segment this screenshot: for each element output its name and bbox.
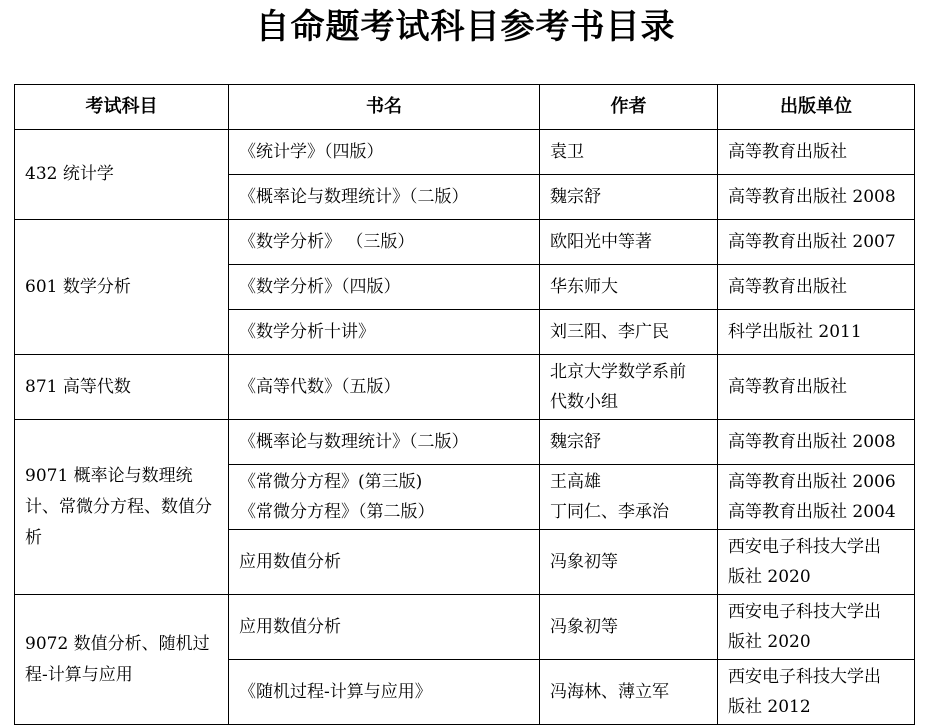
book-cell: 《数学分析》（四版） [229,265,540,310]
author-cell: 袁卫 [540,130,718,175]
publisher-cell: 科学出版社 2011 [718,310,915,355]
subject-cell: 601 数学分析 [15,220,229,355]
author-cell: 华东师大 [540,265,718,310]
publisher-cell [718,530,915,595]
publisher-cell: 高等教育出版社 2008 [718,175,915,220]
publisher-line: 版社 2020 [728,567,811,587]
publisher-cell: 高等教育出版社 [718,265,915,310]
table-header-row [15,85,915,130]
author-cell: 欧阳光中等著 [540,220,718,265]
author-cell: 冯海林、薄立军 [540,660,718,725]
publisher-line: 西安电子科技大学出 [728,537,881,557]
table-row [15,420,915,465]
book-cell: 《数学分析十讲》 [229,310,540,355]
publisher-line: 高等教育出版社 2006 [728,472,896,492]
publisher-cell: 高等教育出版社 [718,355,915,420]
table-row [15,130,915,175]
author-cell [540,355,718,420]
author-cell: 冯象初等 [540,595,718,660]
book-cell: 《概率论与数理统计》（二版） [229,420,540,465]
publisher-line: 西安电子科技大学出 [728,667,881,687]
publisher-cell: 高等教育出版社 2008 [718,420,915,465]
author-line: 王高雄 [550,472,601,492]
table-row [15,595,915,660]
subject-cell: 432 统计学 [15,130,229,220]
author-line: 北京大学数学系前 [550,362,686,382]
publisher-cell: 高等教育出版社 2007 [718,220,915,265]
table-row [15,220,915,265]
book-cell: 《统计学》（四版） [229,130,540,175]
publisher-cell [718,660,915,725]
publisher-line: 西安电子科技大学出 [728,602,881,622]
book-cell: 应用数值分析 [229,530,540,595]
publisher-cell [718,465,915,530]
author-cell [540,465,718,530]
publisher-cell [718,595,915,660]
book-line: 《常微分方程》（第二版） [239,502,435,522]
subject-cell: 9071 概率论与数理统计、常微分方程、数值分析 [15,420,229,595]
page-title: 自命题考试科目参考书目录 [255,7,676,47]
subject-cell: 871 高等代数 [15,355,229,420]
table-row [15,355,915,420]
author-line: 代数小组 [550,392,618,412]
author-line: 丁同仁、李承治 [550,502,669,522]
book-line: 《常微分方程》(第三版) [239,472,423,492]
author-cell: 刘三阳、李广民 [540,310,718,355]
author-cell: 冯象初等 [540,530,718,595]
header-subject: 考试科目 [15,85,229,130]
book-cell: 《随机过程-计算与应用》 [229,660,540,725]
book-cell [229,465,540,530]
publisher-cell: 高等教育出版社 [718,130,915,175]
author-cell: 魏宗舒 [540,175,718,220]
subject-cell: 9072 数值分析、随机过程-计算与应用 [15,595,229,725]
publisher-line: 版社 2012 [728,697,811,717]
book-cell: 《数学分析》 （三版） [229,220,540,265]
book-cell: 《概率论与数理统计》（二版） [229,175,540,220]
header-book: 书名 [229,85,540,130]
publisher-line: 高等教育出版社 2004 [728,502,896,522]
header-publisher: 出版单位 [718,85,915,130]
publisher-line: 版社 2020 [728,632,811,652]
header-author: 作者 [540,85,718,130]
book-cell: 应用数值分析 [229,595,540,660]
author-cell: 魏宗舒 [540,420,718,465]
reference-book-table [14,84,915,725]
book-cell: 《高等代数》（五版） [229,355,540,420]
